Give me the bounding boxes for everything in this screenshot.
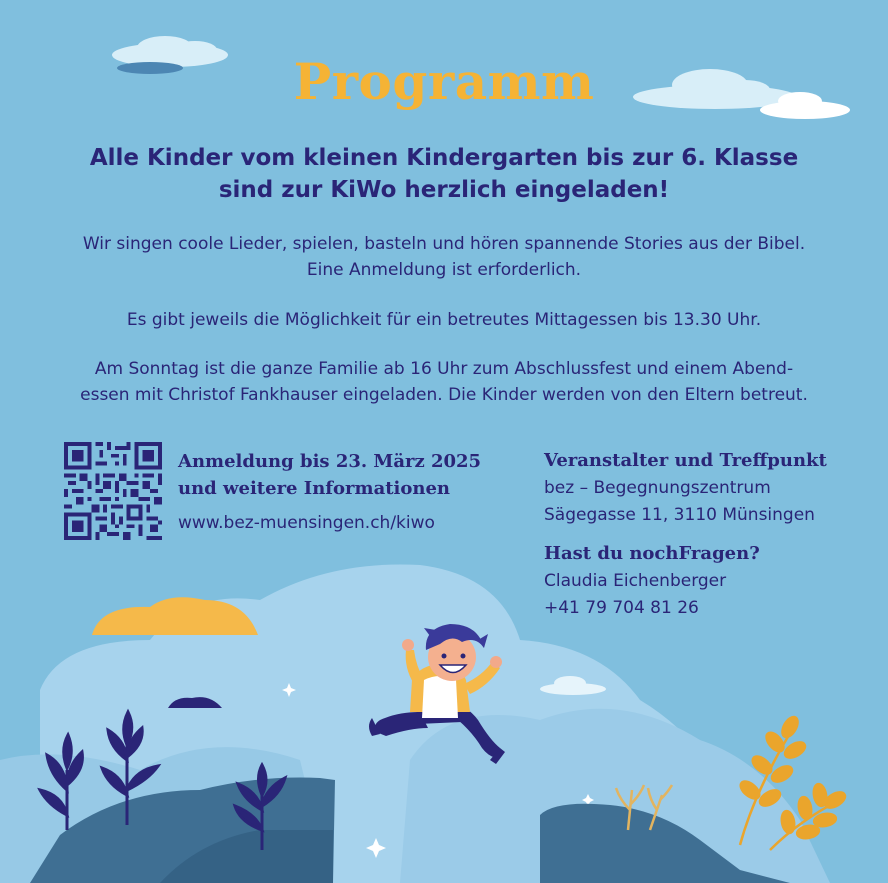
registration-link[interactable]: www.bez-muensingen.ch/kiwo	[178, 513, 435, 533]
sunday-paragraph	[40, 356, 848, 408]
registration-title-line-1: Anmeldung bis 23. März 2025	[178, 451, 482, 472]
questions-title: Hast du nochFragen?	[544, 543, 760, 564]
headline-line-1: Alle Kinder vom kleinen Kindergarten bis zur 6. Klasse	[89, 145, 799, 171]
headline	[40, 142, 848, 206]
organizer-name: bez – Begegnungszentrum	[544, 478, 771, 498]
sunday-line-1: Am Sonntag ist die ganze Familie ab 16 Uhr zum Abschlussfest und einem Abend-	[94, 359, 794, 379]
sunday-line-2: essen mit Christof Fankhauser eingeladen. Die Kinder werden von den Eltern betreut.	[80, 385, 808, 405]
registration-title	[178, 448, 508, 502]
contact-name: Claudia Eichenberger	[544, 571, 727, 591]
organizer-title: Veranstalter und Treffpunkt	[544, 450, 827, 471]
organizer-address: Sägegasse 11, 3110 Münsingen	[544, 505, 815, 525]
intro-line-1: Wir singen coole Lieder, spielen, basteln und hören spannende Stories aus der Bibel.	[82, 234, 806, 254]
qr-code-icon[interactable]	[64, 442, 162, 540]
page-title: Programm	[293, 52, 595, 111]
registration-title-line-2: und weitere Informationen	[178, 478, 451, 499]
intro-paragraph	[40, 231, 848, 283]
contact-phone[interactable]: +41 79 704 81 26	[544, 598, 699, 618]
headline-line-2: sind zur KiWo herzlich eingeladen!	[218, 177, 670, 203]
intro-line-2: Eine Anmeldung ist erforderlich.	[306, 260, 582, 280]
lunch-paragraph: Es gibt jeweils die Möglichkeit für ein betreutes Mittagessen bis 13.30 Uhr.	[126, 310, 762, 330]
